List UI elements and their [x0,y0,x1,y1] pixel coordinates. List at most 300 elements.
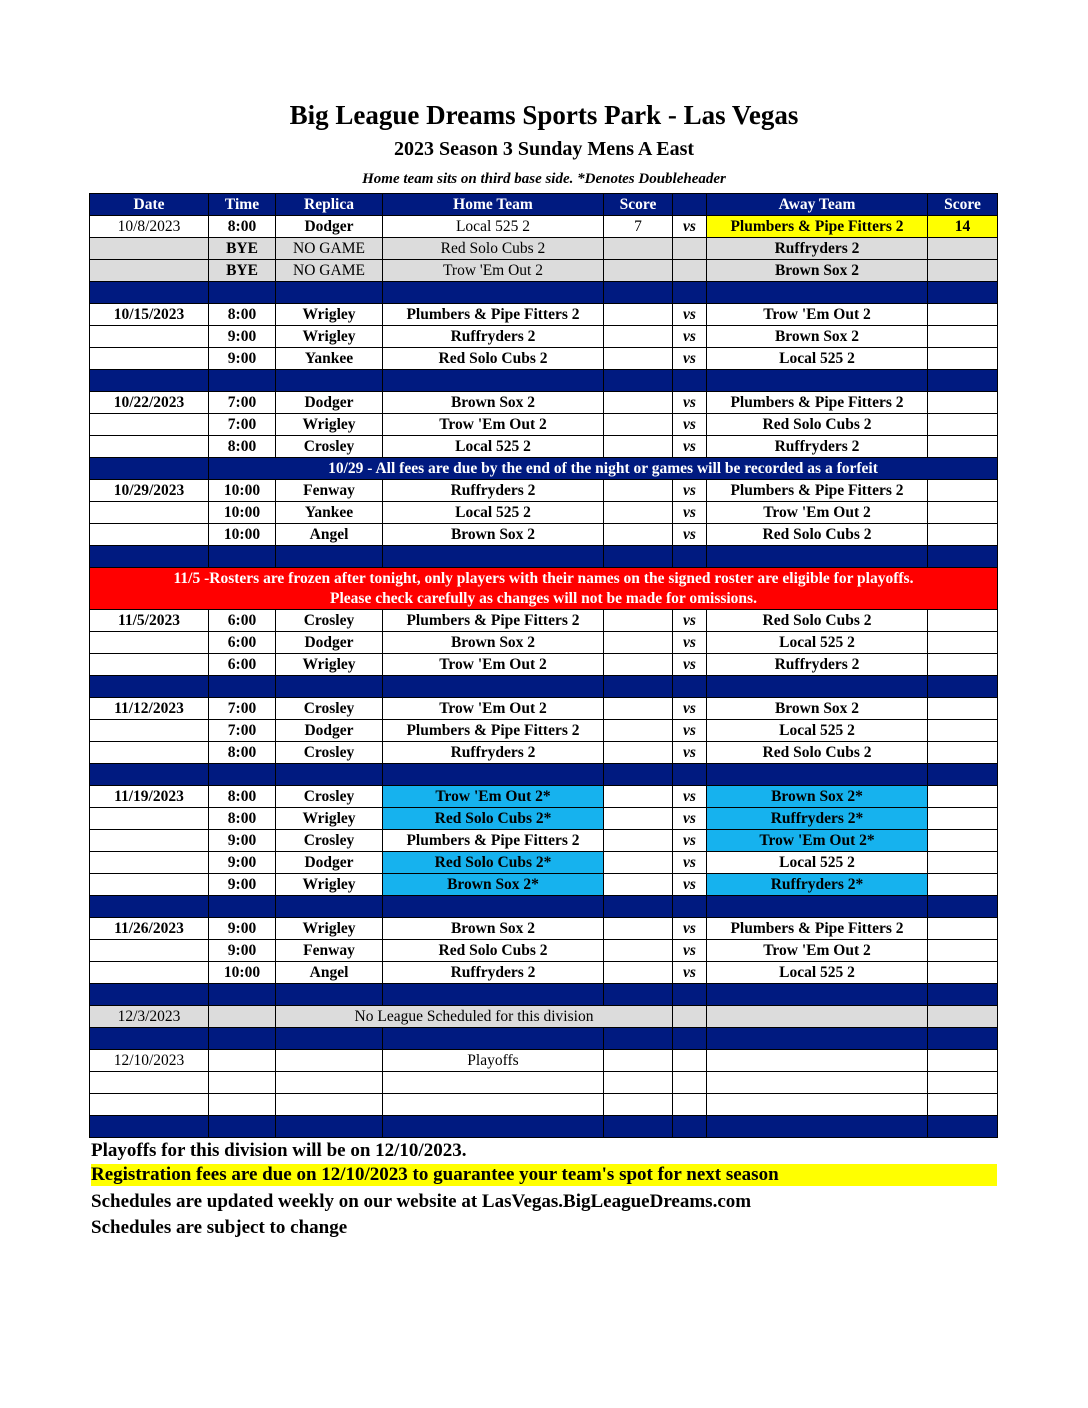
away-team-cell: Trow 'Em Out 2* [707,830,928,852]
home-team-cell: Trow 'Em Out 2 [383,654,604,676]
time-cell: 8:00 [209,304,276,326]
time-cell: BYE [209,238,276,260]
date-cell [90,348,209,370]
vs-cell: vs [673,610,707,632]
table-row [90,392,998,414]
empty-cell [604,370,673,392]
empty-cell [90,764,209,786]
bye-row [90,238,998,260]
empty-cell [383,370,604,392]
away-team-cell: Ruffryders 2 [707,654,928,676]
empty-cell [928,370,998,392]
away-score-cell [928,808,998,830]
home-score-cell [604,632,673,654]
schedule-table [89,193,998,1138]
away-team-cell: Local 525 2 [707,962,928,984]
empty-cell [209,1094,276,1116]
blank-row [90,1094,998,1116]
fee-notice-text: 10/29 - All fees are due by the end of the night or games will be recorded as a forfeit [209,458,998,480]
playoffs-text: Playoffs [383,1050,604,1072]
empty-cell [707,282,928,304]
date-cell: 11/26/2023 [90,918,209,940]
separator-row [90,370,998,392]
time-cell: 10:00 [209,502,276,524]
replica-cell: Crosley [276,436,383,458]
empty-cell [209,1050,276,1072]
empty-cell [276,1094,383,1116]
time-cell: 9:00 [209,348,276,370]
empty-cell [383,1072,604,1094]
away-score-cell: 14 [928,216,998,238]
vs-cell: vs [673,808,707,830]
time-cell: 9:00 [209,940,276,962]
home-score-cell [604,326,673,348]
empty-cell [707,1050,928,1072]
empty-cell [209,1028,276,1050]
col-replica-header: Replica [276,194,383,216]
table-row [90,654,998,676]
time-cell: 8:00 [209,742,276,764]
empty-cell [928,546,998,568]
empty-cell [673,764,707,786]
replica-cell: Crosley [276,830,383,852]
table-header-row [90,194,998,216]
date-cell [90,326,209,348]
replica-cell: Wrigley [276,874,383,896]
home-team-cell: Trow 'Em Out 2 [383,260,604,282]
separator-row [90,282,998,304]
website-note: Schedules are updated weekly on our website at LasVegas.BigLeagueDreams.com [91,1191,752,1212]
time-cell: 6:00 [209,610,276,632]
home-score-cell [604,610,673,632]
empty-cell [928,1116,998,1138]
home-team-cell: Red Solo Cubs 2* [383,852,604,874]
home-team-cell: Ruffryders 2 [383,326,604,348]
home-team-cell: Ruffryders 2 [383,962,604,984]
table-row [90,918,998,940]
home-team-cell: Red Solo Cubs 2 [383,940,604,962]
empty-cell [673,984,707,1006]
away-team-cell: Ruffryders 2* [707,874,928,896]
home-score-cell [604,874,673,896]
empty-cell [604,1116,673,1138]
table-row [90,962,998,984]
empty-cell [90,1072,209,1094]
vs-cell: vs [673,414,707,436]
date-cell: 10/22/2023 [90,392,209,414]
home-score-cell [604,830,673,852]
replica-cell: Wrigley [276,326,383,348]
empty-cell [209,896,276,918]
away-team-cell: Brown Sox 2 [707,260,928,282]
empty-cell [673,676,707,698]
vs-cell: vs [673,786,707,808]
separator-row [90,676,998,698]
replica-cell: Angel [276,962,383,984]
time-cell: 10:00 [209,524,276,546]
empty-cell [928,1028,998,1050]
roster-freeze-notice [90,568,998,610]
time-cell: 8:00 [209,436,276,458]
col-home-score-header: Score [604,194,673,216]
vs-cell: vs [673,698,707,720]
home-team-cell: Ruffryders 2 [383,742,604,764]
date-cell [90,414,209,436]
roster-freeze-notice-row [90,568,998,610]
table-row [90,480,998,502]
empty-cell [383,896,604,918]
table-row [90,940,998,962]
home-team-cell: Red Solo Cubs 2* [383,808,604,830]
table-row [90,852,998,874]
replica-cell: Wrigley [276,304,383,326]
vs-cell: vs [673,918,707,940]
empty-cell [673,1006,707,1028]
replica-cell: Dodger [276,852,383,874]
away-score-cell [928,348,998,370]
fee-notice-row [90,458,998,480]
replica-cell: NO GAME [276,238,383,260]
empty-cell [276,282,383,304]
bye-row [90,260,998,282]
empty-cell [383,984,604,1006]
replica-cell: Dodger [276,392,383,414]
away-team-cell: Red Solo Cubs 2 [707,414,928,436]
vs-cell: vs [673,852,707,874]
away-team-cell: Brown Sox 2 [707,698,928,720]
empty-cell [673,1116,707,1138]
replica-cell: Crosley [276,786,383,808]
home-team-cell: Brown Sox 2 [383,918,604,940]
time-cell: 8:00 [209,808,276,830]
home-team-cell: Plumbers & Pipe Fitters 2 [383,610,604,632]
time-cell: 6:00 [209,654,276,676]
replica-cell: Crosley [276,742,383,764]
away-team-cell: Plumbers & Pipe Fitters 2 [707,392,928,414]
home-team-cell: Brown Sox 2 [383,632,604,654]
empty-cell [276,984,383,1006]
empty-cell [707,896,928,918]
home-team-cell: Brown Sox 2 [383,524,604,546]
empty-cell [276,764,383,786]
empty-cell [90,458,209,480]
home-team-cell: Plumbers & Pipe Fitters 2 [383,830,604,852]
empty-cell [604,764,673,786]
empty-cell [707,1028,928,1050]
empty-cell [90,282,209,304]
away-score-cell [928,852,998,874]
date-cell: 10/29/2023 [90,480,209,502]
away-score-cell [928,720,998,742]
vs-cell: vs [673,392,707,414]
replica-cell: Crosley [276,610,383,632]
home-score-cell [604,480,673,502]
away-score-cell [928,502,998,524]
vs-cell: vs [673,940,707,962]
away-score-cell [928,436,998,458]
no-league-text: No League Scheduled for this division [276,1006,673,1028]
separator-row [90,984,998,1006]
away-team-cell: Brown Sox 2* [707,786,928,808]
separator-row [90,1028,998,1050]
time-cell: 8:00 [209,216,276,238]
time-cell: 7:00 [209,414,276,436]
away-team-cell: Brown Sox 2 [707,326,928,348]
empty-cell [928,984,998,1006]
home-team-cell: Red Solo Cubs 2 [383,348,604,370]
table-row [90,304,998,326]
empty-cell [209,1006,276,1028]
table-row [90,502,998,524]
table-row [90,742,998,764]
roster-notice-line1: 11/5 -Rosters are frozen after tonight, only players with their names on the signed roster are eligible for playoffs. [173,569,914,587]
away-score-cell [928,326,998,348]
home-score-cell [604,304,673,326]
away-team-cell: Trow 'Em Out 2 [707,940,928,962]
home-team-cell: Trow 'Em Out 2 [383,698,604,720]
empty-cell [209,282,276,304]
home-team-cell: Brown Sox 2* [383,874,604,896]
date-cell [90,436,209,458]
time-cell: 7:00 [209,392,276,414]
col-away-team-header: Away Team [707,194,928,216]
home-team-cell: Trow 'Em Out 2 [383,414,604,436]
empty-cell [90,370,209,392]
home-team-cell: Red Solo Cubs 2 [383,238,604,260]
away-score-cell [928,238,998,260]
date-cell [90,524,209,546]
home-score-cell [604,742,673,764]
empty-cell [276,546,383,568]
home-team-cell: Ruffryders 2 [383,480,604,502]
home-team-cell: Plumbers & Pipe Fitters 2 [383,304,604,326]
home-team-cell: Plumbers & Pipe Fitters 2 [383,720,604,742]
away-team-cell: Local 525 2 [707,632,928,654]
vs-cell: vs [673,304,707,326]
table-row [90,348,998,370]
date-cell [90,502,209,524]
empty-cell [928,1050,998,1072]
playoffs-row [90,1050,998,1072]
date-cell [90,632,209,654]
table-row [90,632,998,654]
empty-cell [276,896,383,918]
empty-cell [928,896,998,918]
vs-cell: vs [673,720,707,742]
home-score-cell [604,348,673,370]
empty-cell [209,370,276,392]
empty-cell [604,984,673,1006]
empty-cell [276,370,383,392]
time-cell: 7:00 [209,698,276,720]
empty-cell [604,1028,673,1050]
vs-cell: vs [673,348,707,370]
away-team-cell: Plumbers & Pipe Fitters 2 [707,480,928,502]
empty-cell [604,676,673,698]
empty-cell [928,1094,998,1116]
away-score-cell [928,874,998,896]
away-score-cell [928,786,998,808]
home-score-cell [604,524,673,546]
away-team-cell: Red Solo Cubs 2 [707,742,928,764]
separator-row [90,546,998,568]
empty-cell [90,984,209,1006]
empty-cell [90,1028,209,1050]
replica-cell: Dodger [276,720,383,742]
away-score-cell [928,918,998,940]
empty-cell [707,1116,928,1138]
empty-cell [383,1094,604,1116]
empty-cell [383,546,604,568]
date-cell: 10/15/2023 [90,304,209,326]
away-team-cell: Ruffryders 2 [707,436,928,458]
table-row [90,698,998,720]
empty-cell [276,1028,383,1050]
col-date-header: Date [90,194,209,216]
time-cell: 9:00 [209,326,276,348]
col-home-team-header: Home Team [383,194,604,216]
empty-cell [383,764,604,786]
empty-cell [707,984,928,1006]
table-row [90,786,998,808]
home-score-cell [604,260,673,282]
col-vs-header [673,194,707,216]
no-league-row [90,1006,998,1028]
home-score-cell [604,720,673,742]
vs-cell: vs [673,654,707,676]
date-cell [90,962,209,984]
away-score-cell [928,480,998,502]
table-row [90,720,998,742]
empty-cell [383,282,604,304]
date-cell: 12/10/2023 [90,1050,209,1072]
home-score-cell [604,962,673,984]
playoffs-note: Playoffs for this division will be on 12/10/2023. [91,1140,467,1161]
date-cell [90,720,209,742]
empty-cell [90,1116,209,1138]
empty-cell [90,1094,209,1116]
empty-cell [707,1094,928,1116]
away-score-cell [928,524,998,546]
away-score-cell [928,698,998,720]
home-score-cell [604,786,673,808]
date-cell: 11/19/2023 [90,786,209,808]
empty-cell [673,896,707,918]
vs-cell: vs [673,742,707,764]
empty-cell [276,1050,383,1072]
empty-cell [604,896,673,918]
empty-cell [673,370,707,392]
date-cell [90,808,209,830]
empty-cell [673,1028,707,1050]
time-cell: 6:00 [209,632,276,654]
home-team-cell: Local 525 2 [383,502,604,524]
away-score-cell [928,654,998,676]
empty-cell [707,546,928,568]
home-score-cell [604,238,673,260]
table-row [90,830,998,852]
replica-cell: Dodger [276,632,383,654]
empty-cell [707,1006,928,1028]
date-cell [90,654,209,676]
away-score-cell [928,610,998,632]
empty-cell [604,1050,673,1072]
doubleheader-note: Home team sits on third base side. *Denotes Doubleheader [362,171,726,187]
time-cell: 8:00 [209,786,276,808]
away-team-cell: Trow 'Em Out 2 [707,502,928,524]
date-cell [90,238,209,260]
empty-cell [707,370,928,392]
empty-cell [209,984,276,1006]
home-score-cell [604,414,673,436]
replica-cell: Crosley [276,698,383,720]
table-row [90,436,998,458]
date-cell [90,940,209,962]
date-cell: 10/8/2023 [90,216,209,238]
empty-cell [90,896,209,918]
empty-cell [209,546,276,568]
time-cell: 9:00 [209,852,276,874]
away-score-cell [928,304,998,326]
away-score-cell [928,260,998,282]
empty-cell [383,1028,604,1050]
empty-cell [928,1006,998,1028]
time-cell: 10:00 [209,480,276,502]
home-score-cell [604,940,673,962]
col-away-score-header: Score [928,194,998,216]
empty-cell [928,1072,998,1094]
vs-cell [673,260,707,282]
away-score-cell [928,830,998,852]
home-score-cell [604,852,673,874]
vs-cell: vs [673,326,707,348]
date-cell [90,260,209,282]
away-team-cell: Local 525 2 [707,720,928,742]
time-cell: 7:00 [209,720,276,742]
away-team-cell: Local 525 2 [707,852,928,874]
date-cell: 11/5/2023 [90,610,209,632]
home-team-cell: Local 525 2 [383,436,604,458]
table-row [90,610,998,632]
replica-cell: Fenway [276,480,383,502]
home-score-cell [604,918,673,940]
away-team-cell: Trow 'Em Out 2 [707,304,928,326]
home-team-cell: Local 525 2 [383,216,604,238]
table-row [90,216,998,238]
date-cell: 12/3/2023 [90,1006,209,1028]
blank-row [90,1072,998,1094]
separator-row [90,1116,998,1138]
vs-cell: vs [673,830,707,852]
empty-cell [90,676,209,698]
away-team-cell: Local 525 2 [707,348,928,370]
empty-cell [604,1072,673,1094]
home-team-cell: Trow 'Em Out 2* [383,786,604,808]
empty-cell [209,1116,276,1138]
home-score-cell: 7 [604,216,673,238]
empty-cell [383,676,604,698]
away-team-cell: Red Solo Cubs 2 [707,524,928,546]
vs-cell: vs [673,502,707,524]
empty-cell [673,1050,707,1072]
empty-cell [276,1116,383,1138]
replica-cell: Wrigley [276,414,383,436]
home-score-cell [604,698,673,720]
home-score-cell [604,654,673,676]
home-score-cell [604,808,673,830]
away-score-cell [928,962,998,984]
away-score-cell [928,414,998,436]
